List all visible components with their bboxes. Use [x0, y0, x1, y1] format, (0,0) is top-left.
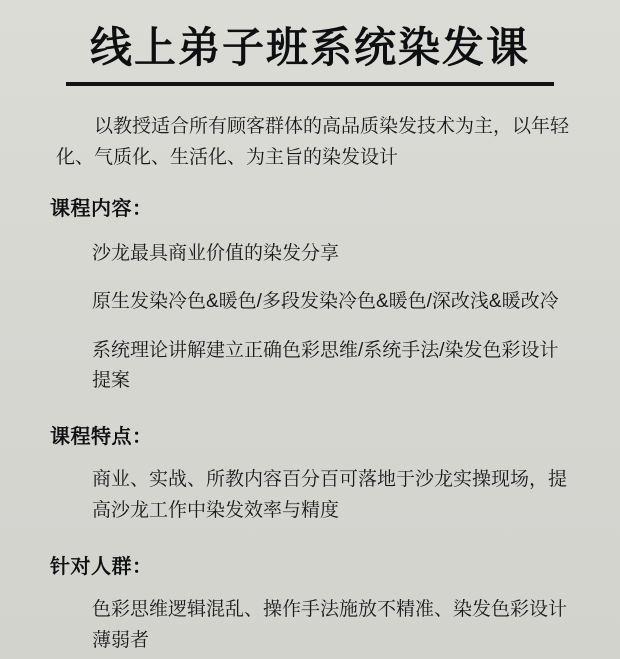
section-heading: 课程内容： [50, 197, 153, 220]
section-target-audience [22, 550, 598, 656]
intro-paragraph: 以教授适合所有顾客群体的高品质染发技术为主，以年轻化、气质化、生活化、为主旨的染发设计 [56, 116, 570, 169]
section-item: 商业、实战、所教内容百分百可落地于沙龙实操现场，提高沙龙工作中染发效率与精度 [92, 469, 568, 521]
section-item: 色彩思维逻辑混乱、操作手法施放不精准、染发色彩设计薄弱者 [92, 599, 568, 651]
section-item: 原生发染冷色&暖色/多段发染冷色&暖色/深改浅&暖改冷 [92, 291, 559, 313]
section-course-features [22, 420, 598, 526]
title-underline-divider [66, 82, 554, 86]
section-course-content [22, 192, 598, 397]
section-item: 沙龙最具商业价值的染发分享 [92, 242, 340, 264]
section-item: 系统理论讲解建立正确色彩思维/系统手法/染发色彩设计提案 [92, 339, 559, 391]
page-title: 线上弟子班系统染发课 [89, 24, 530, 71]
section-heading: 课程特点： [50, 426, 153, 449]
section-heading: 针对人群： [50, 556, 153, 579]
